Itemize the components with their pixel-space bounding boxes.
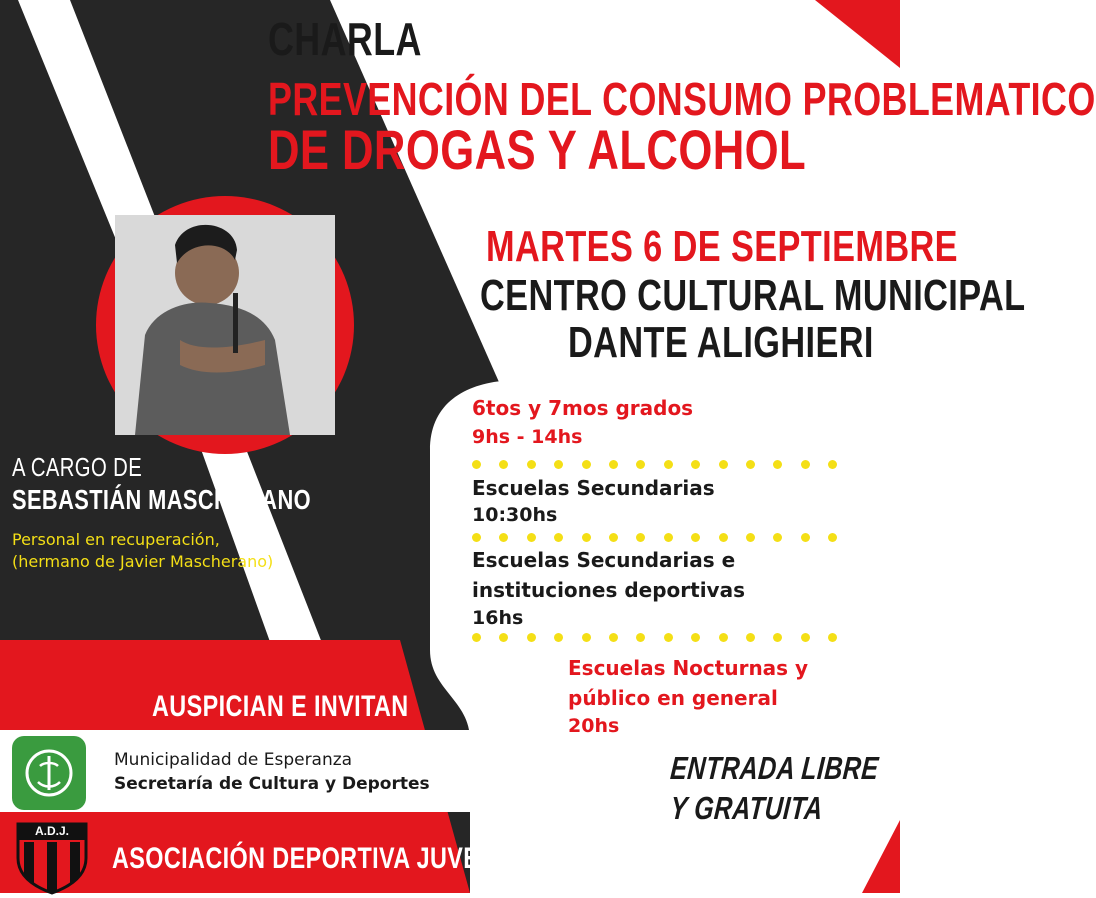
yellow-dot xyxy=(472,633,481,642)
yellow-dot xyxy=(801,633,810,642)
speaker-name: SEBASTIÁN MASCHERANO xyxy=(12,484,312,515)
speaker-role-line-1: Personal en recuperación, xyxy=(12,530,220,549)
topic-line-1: PREVENCIÓN DEL CONSUMO PROBLEMATICO xyxy=(268,73,1096,125)
schedule-item-4-group-line-2: público en general xyxy=(568,686,778,710)
dot-divider xyxy=(472,460,855,469)
yellow-dot xyxy=(609,460,618,469)
speaker-role-line-2: (hermano de Javier Mascherano) xyxy=(12,552,274,571)
yellow-dot xyxy=(691,460,700,469)
red-corner xyxy=(815,0,900,68)
yellow-dot xyxy=(636,533,645,542)
entry-line-1: ENTRADA LIBRE xyxy=(669,750,880,786)
municipality-department: Secretaría de Cultura y Deportes xyxy=(114,774,430,794)
entry-line-2: Y GRATUITA xyxy=(669,790,825,826)
yellow-dot xyxy=(554,633,563,642)
schedule-item-2-group: Escuelas Secundarias xyxy=(472,476,715,500)
venue-line-1: CENTRO CULTURAL MUNICIPAL xyxy=(480,271,1026,320)
yellow-dot xyxy=(582,533,591,542)
yellow-dot xyxy=(719,460,728,469)
yellow-dot xyxy=(499,633,508,642)
yellow-dot xyxy=(719,533,728,542)
yellow-dot xyxy=(527,533,536,542)
club-logo-text: A.D.J. xyxy=(34,824,70,838)
club-shield-icon xyxy=(14,820,90,893)
yellow-dot xyxy=(773,633,782,642)
yellow-dot xyxy=(609,633,618,642)
yellow-dot xyxy=(609,533,618,542)
yellow-dot xyxy=(719,633,728,642)
yellow-dot xyxy=(472,460,481,469)
schedule-item-1-time: 9hs - 14hs xyxy=(472,426,583,448)
coat-of-arms-graphic xyxy=(12,736,86,810)
schedule-item-3-group-line-2: instituciones deportivas xyxy=(472,578,745,602)
dot-divider xyxy=(472,533,855,542)
yellow-dot xyxy=(582,460,591,469)
event-date: MARTES 6 DE SEPTIEMBRE xyxy=(486,222,958,271)
club-name: ASOCIACIÓN DEPORTIVA JUVENTUD xyxy=(112,842,546,875)
yellow-dot xyxy=(691,633,700,642)
yellow-dot xyxy=(527,633,536,642)
venue-line-2: DANTE ALIGHIERI xyxy=(568,318,874,367)
schedule-item-2-time: 10:30hs xyxy=(472,504,558,526)
yellow-dot xyxy=(664,633,673,642)
yellow-dot xyxy=(828,633,837,642)
yellow-dot xyxy=(746,533,755,542)
club-shield-graphic xyxy=(14,820,90,893)
schedule-item-3-time: 16hs xyxy=(472,607,524,629)
yellow-dot xyxy=(527,460,536,469)
speaker-silhouette xyxy=(115,215,335,435)
yellow-dot xyxy=(636,633,645,642)
poster-title: CHARLA xyxy=(268,13,422,65)
yellow-dot xyxy=(499,533,508,542)
schedule-item-4-time: 20hs xyxy=(568,715,620,737)
yellow-dot xyxy=(554,460,563,469)
yellow-dot xyxy=(801,533,810,542)
schedule-item-3-group-line-1: Escuelas Secundarias e xyxy=(472,548,736,572)
yellow-dot xyxy=(746,460,755,469)
yellow-dot xyxy=(746,633,755,642)
coat-of-arms-icon xyxy=(12,736,86,810)
yellow-dot xyxy=(499,460,508,469)
yellow-dot xyxy=(773,533,782,542)
municipality-name: Municipalidad de Esperanza xyxy=(114,750,353,770)
yellow-dot xyxy=(664,460,673,469)
yellow-dot xyxy=(582,633,591,642)
topic-line-2: DE DROGAS Y ALCOHOL xyxy=(268,118,807,181)
speaker-intro: A CARGO DE xyxy=(12,452,143,482)
yellow-dot xyxy=(828,533,837,542)
yellow-dot xyxy=(554,533,563,542)
yellow-dot xyxy=(472,533,481,542)
yellow-dot xyxy=(801,460,810,469)
yellow-dot xyxy=(691,533,700,542)
schedule-item-4-group-line-1: Escuelas Nocturnas y xyxy=(568,656,809,680)
yellow-dot xyxy=(828,460,837,469)
dot-divider xyxy=(472,633,855,642)
sponsors-heading: AUSPICIAN E INVITAN xyxy=(152,690,409,723)
speaker-photo xyxy=(115,215,335,435)
yellow-dot xyxy=(664,533,673,542)
yellow-dot xyxy=(636,460,645,469)
schedule-item-1-group: 6tos y 7mos grados xyxy=(472,396,694,420)
yellow-dot xyxy=(773,460,782,469)
